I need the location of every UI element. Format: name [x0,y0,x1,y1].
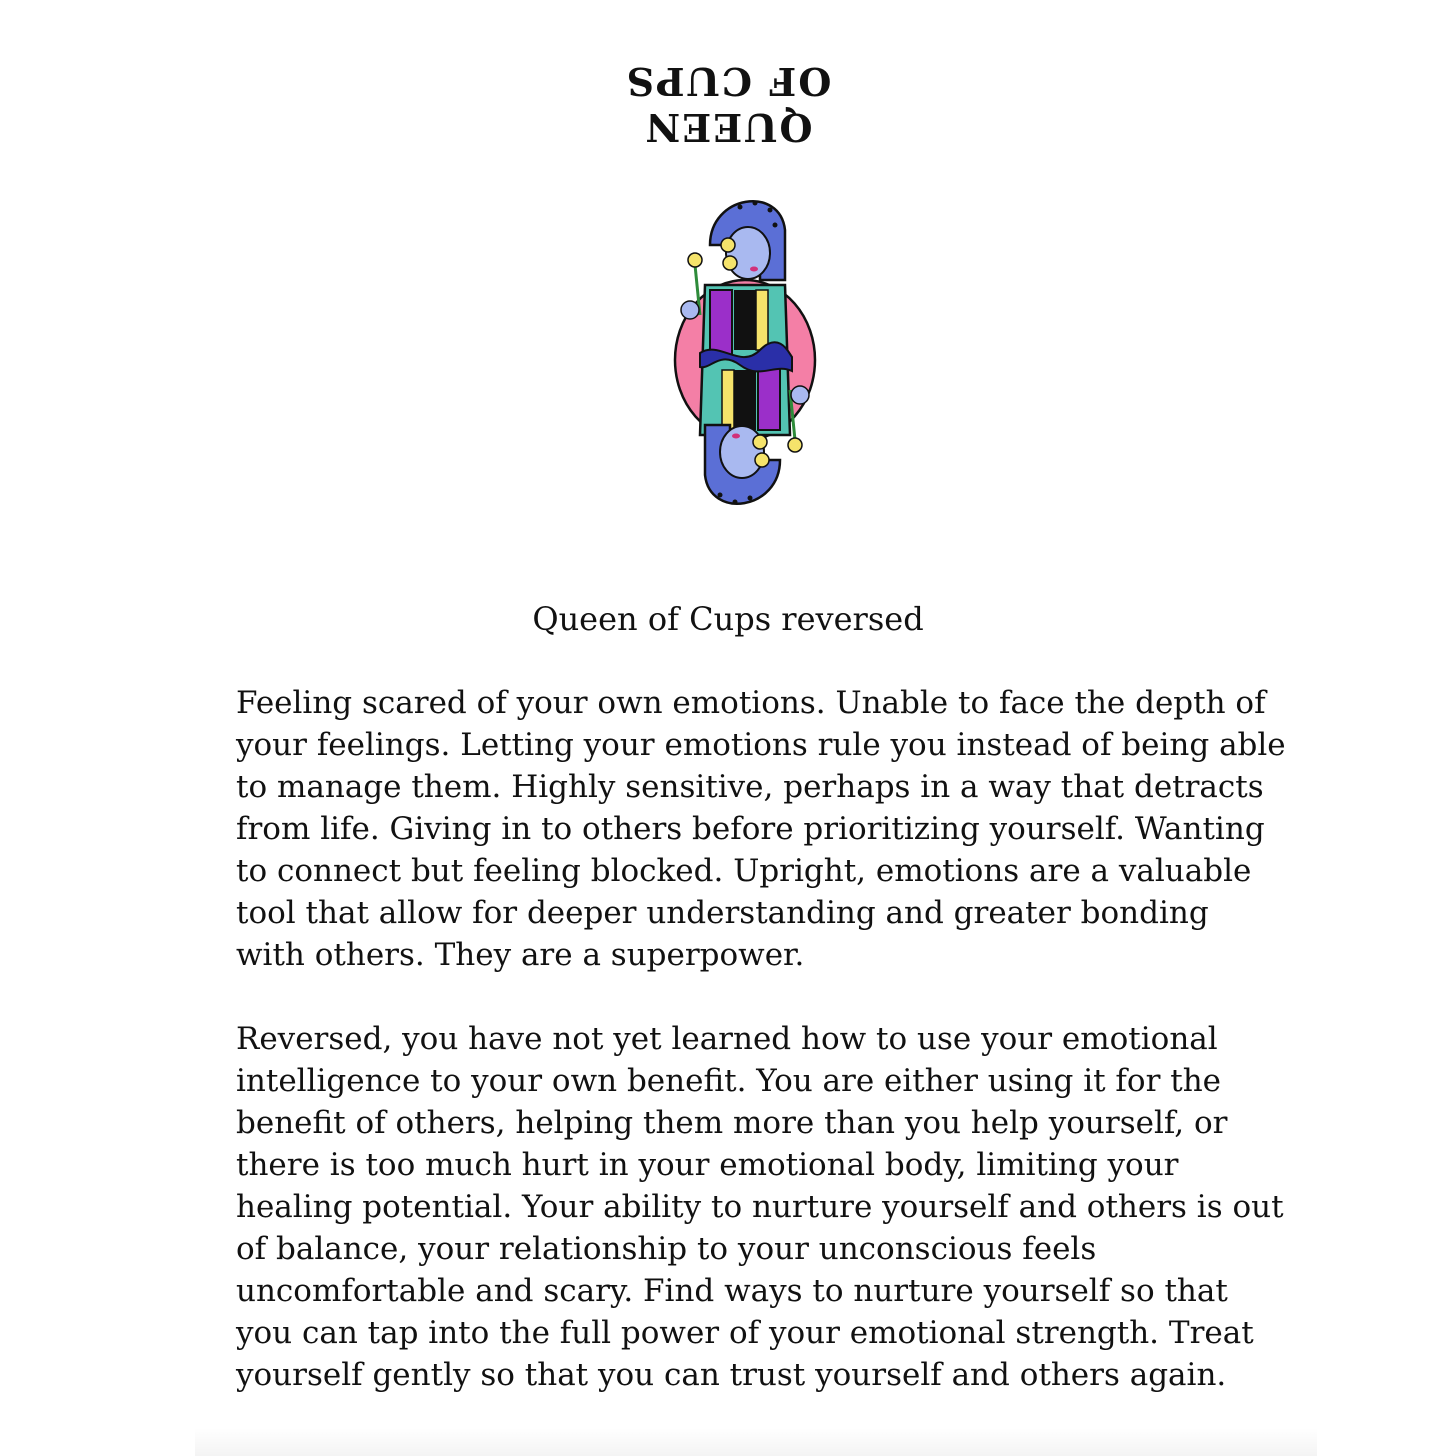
hood-dot-top-1 [738,205,743,210]
queen-of-cups-illustration [660,185,830,520]
center-panel-top [734,290,756,350]
hood-dot-top-4 [773,223,778,228]
hair-curl-top-1 [721,238,735,252]
flower-bottom [788,438,802,452]
paragraph-reversed: Reversed, you have not yet learned how to use your emotional intelligence to your own benefit. You are either using it for the benefit of others, helping them more than you help yourself, or there is too much hurt in your emotional body, limiting your healing potential. Your ability to nurture yourself and others is out of balance, your relationship to your unconscious feels uncomfortable and scary. Find ways to nurture yourself so that you can tap into the full power of your emotional strength. Treat yourself gently so that you can trust yourself and others again. [236,1021,1284,1393]
card-title-line-1: QUEEN [643,105,813,150]
hood-dot-bottom-3 [718,493,723,498]
hood-dot-top-2 [753,201,758,206]
hand-bottom [791,386,809,404]
card-caption: Queen of Cups reversed [532,600,924,638]
purple-panel-top [710,290,732,355]
paragraph-upright: Feeling scared of your own emotions. Unable to face the depth of your feelings. Letting your emotions rule you instead of being able to manage them. Highly sensitive, perhaps in a way that detracts from life. Giving in to others before prioritizing yourself. Wanting to connect but feeling blocked. Upright, emotions are a valuable tool that allow for deeper understanding and greater bonding with others. They are a superpower. [236,685,1286,973]
lips-top [750,267,758,272]
face-bottom [720,426,764,478]
card-description [236,682,1286,1438]
yellow-stripe-top [756,290,768,350]
hood-dot-top-3 [768,208,773,213]
hair-curl-top-2 [723,256,737,270]
hood-dot-bottom-2 [733,500,738,505]
yellow-stripe-bottom [722,370,734,430]
hand-top [681,301,699,319]
hair-curl-bottom-1 [755,453,769,467]
lips-bottom [732,434,740,439]
center-panel-bottom [734,370,756,430]
card-title-reversed [0,58,1456,150]
hood-dot-bottom-1 [748,496,753,501]
hair-curl-bottom-2 [753,435,767,449]
face-top [726,227,770,279]
bottom-divider [195,1428,1317,1456]
flower-top [688,253,702,267]
purple-panel-bottom [758,365,780,430]
card-title-line-2: OF CUPS [624,59,832,104]
